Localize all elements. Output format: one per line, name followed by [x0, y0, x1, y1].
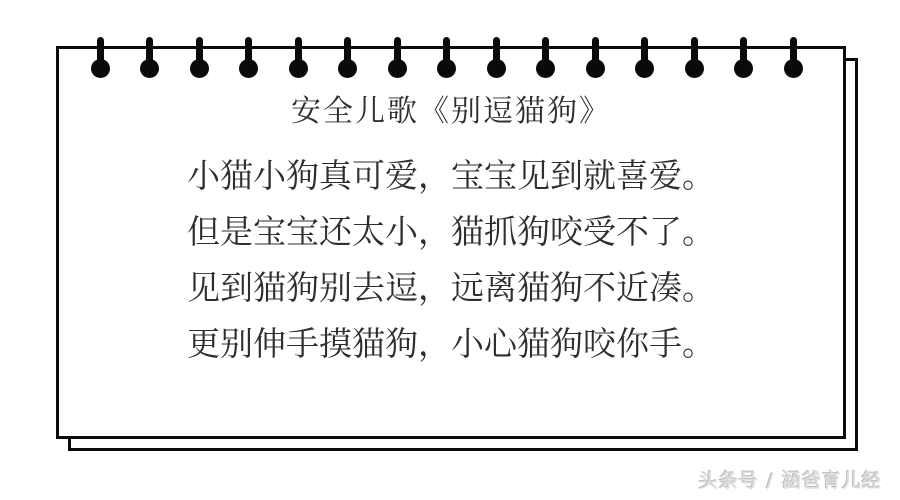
pin-ball [91, 59, 110, 78]
pin-ball [338, 59, 357, 78]
pin-ball [635, 59, 654, 78]
verse-line: 见到猫狗别去逗，远离猫狗不近凑。 [187, 268, 715, 307]
pin-ball [487, 59, 506, 78]
binder-pin-icon [635, 37, 655, 79]
binder-pin-icon [783, 37, 803, 79]
binder-pin-icon [189, 37, 209, 79]
song-verse [59, 148, 843, 372]
pin-ball [140, 59, 159, 78]
binder-pin-icon [437, 37, 457, 79]
binder-pin-icon [140, 37, 160, 79]
binder-pin-icon [585, 37, 605, 79]
pin-ball [536, 59, 555, 78]
binder-pin-icon [90, 37, 110, 79]
verse-line: 但是宝宝还太小，猫抓狗咬受不了。 [187, 212, 715, 251]
pin-ball [437, 59, 456, 78]
watermark-text: 头条号 / 涵爸育儿经 [698, 470, 882, 492]
verse-line: 小猫小狗真可爱，宝宝见到就喜爱。 [187, 156, 715, 195]
notepad-front-page [56, 46, 846, 439]
pin-ball [685, 59, 704, 78]
pin-ball [388, 59, 407, 78]
binder-pin-icon [338, 37, 358, 79]
pin-ball [239, 59, 258, 78]
binder-pin-icon [734, 37, 754, 79]
binder-pin-icon [486, 37, 506, 79]
binder-pin-icon [536, 37, 556, 79]
pin-ball [784, 59, 803, 78]
pin-ball [289, 59, 308, 78]
pin-ball [586, 59, 605, 78]
binder-pin-icon [288, 37, 308, 79]
song-title: 安全儿歌《别逗猫狗》 [291, 94, 611, 129]
binder-pin-icon [684, 37, 704, 79]
verse-line: 更别伸手摸猫狗，小心猫狗咬你手。 [187, 324, 715, 363]
binder-pin-icon [387, 37, 407, 79]
pin-ball [190, 59, 209, 78]
pin-ball [734, 59, 753, 78]
binder-pin-icon [239, 37, 259, 79]
